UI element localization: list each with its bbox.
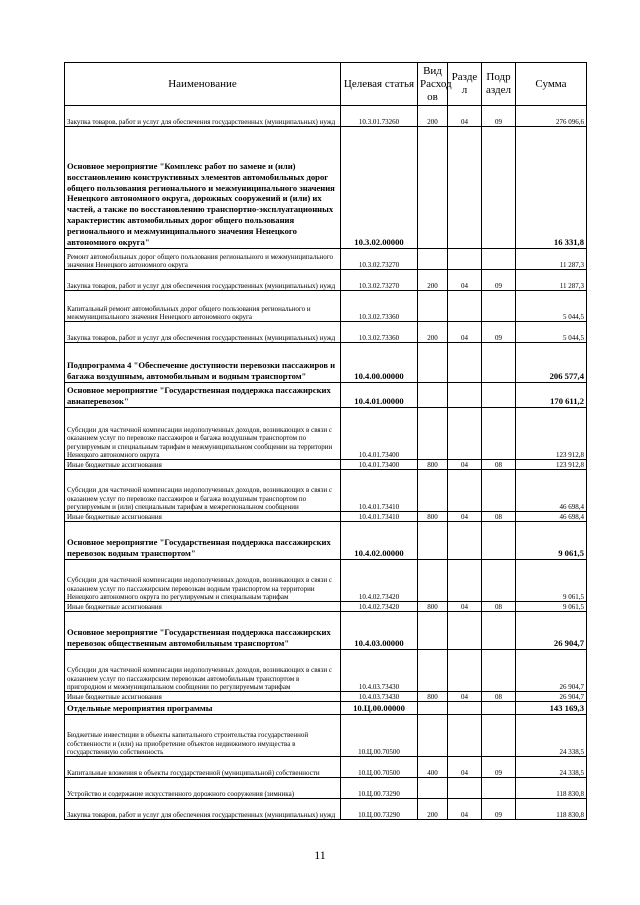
row-name: Устройство и содержание искусственного дорожного сооружения (зимника) (65, 778, 341, 799)
table-row (65, 291, 587, 322)
table-row (65, 470, 587, 512)
row-target-article: 10.4.01.73410 (341, 512, 418, 522)
row-target-article: 10.Ц.00.73290 (341, 799, 418, 820)
row-amount: 9 061,5 (516, 522, 587, 560)
row-target-article: 10.Ц.00.70500 (341, 757, 418, 778)
row-subsection (482, 715, 516, 757)
table-row (65, 715, 587, 757)
row-amount: 24 338,5 (516, 757, 587, 778)
row-target-article: 10.4.01.73410 (341, 470, 418, 512)
row-name: Отдельные мероприятия программы (65, 702, 341, 715)
row-section (448, 127, 482, 249)
row-name: Основное мероприятие "Государственная поддержка пассажирских авиаперевозок" (65, 383, 341, 408)
header-amount: Сумма (516, 63, 587, 106)
header-expense-type: Вид Расход ов (418, 63, 448, 106)
table-row (65, 249, 587, 270)
table-row (65, 127, 587, 249)
table-row (65, 322, 587, 343)
row-name: Закупка товаров, работ и услуг для обеспечения государственных (муниципальных) нужд (65, 799, 341, 820)
table-row (65, 522, 587, 560)
row-section (448, 383, 482, 408)
row-section (448, 715, 482, 757)
row-section (448, 522, 482, 560)
table-row (65, 702, 587, 715)
row-name: Субсидии для частичной компенсации недополученных доходов, возникающих в связи с оказанием услуг по пассажирским перевозкам водным транспортом на территории Ненецкого автономного округа по регулируемым и специальным тарифам (65, 560, 341, 602)
row-expense-type: 800 (418, 460, 448, 470)
table-row (65, 270, 587, 291)
row-subsection (482, 560, 516, 602)
row-amount: 26 904,7 (516, 692, 587, 702)
row-section: 04 (448, 799, 482, 820)
row-expense-type (418, 612, 448, 650)
row-name: Бюджетные инвестиции в объекты капитального строительства государственной собственности и (или) на приобретение объектов недвижимого имущества в государственную собственность (65, 715, 341, 757)
row-target-article: 10.4.03.73430 (341, 692, 418, 702)
row-amount: 118 830,8 (516, 778, 587, 799)
table-row (65, 778, 587, 799)
row-amount: 11 287,3 (516, 270, 587, 291)
row-name: Иные бюджетные ассигнования (65, 602, 341, 612)
row-expense-type: 200 (418, 799, 448, 820)
row-name: Закупка товаров, работ и услуг для обеспечения государственных (муниципальных) нужд (65, 270, 341, 291)
budget-table (64, 62, 587, 820)
row-name: Субсидии для частичной компенсации недополученных доходов, возникающих в связи с оказанием услуг по перевозке пассажиров и багажа воздушным транспортом по регулируемым и специальным тарифам в межмуниципальном сообщении на территории Ненецкого автономного округа (65, 408, 341, 460)
row-expense-type: 800 (418, 602, 448, 612)
row-expense-type (418, 522, 448, 560)
row-section: 04 (448, 602, 482, 612)
row-subsection (482, 778, 516, 799)
row-section (448, 470, 482, 512)
row-target-article: 10.3.02.73360 (341, 322, 418, 343)
row-name: Подпрограмма 4 "Обеспечение доступности перевозки пассажиров и багажа воздушным, автомобильным и водным транспортом" (65, 343, 341, 383)
row-expense-type (418, 715, 448, 757)
row-section (448, 702, 482, 715)
table-row (65, 460, 587, 470)
row-expense-type (418, 650, 448, 692)
row-subsection (482, 383, 516, 408)
table-row (65, 602, 587, 612)
row-name: Ремонт автомобильных дорог общего пользования регионального и межмуниципального значения Ненецкого автономного округа (65, 249, 341, 270)
row-expense-type (418, 778, 448, 799)
row-subsection: 09 (482, 799, 516, 820)
row-target-article: 10.4.02.73420 (341, 602, 418, 612)
row-target-article: 10.3.02.73360 (341, 291, 418, 322)
table-row (65, 612, 587, 650)
row-section: 04 (448, 692, 482, 702)
row-amount: 9 061,5 (516, 560, 587, 602)
row-target-article: 10.4.03.00000 (341, 612, 418, 650)
row-amount: 276 096,6 (516, 106, 587, 127)
row-target-article: 10.4.01.73400 (341, 408, 418, 460)
row-expense-type (418, 383, 448, 408)
row-target-article: 10.Ц.00.70500 (341, 715, 418, 757)
table-row (65, 106, 587, 127)
row-section: 04 (448, 270, 482, 291)
row-subsection (482, 650, 516, 692)
row-amount: 24 338,5 (516, 715, 587, 757)
row-subsection: 09 (482, 106, 516, 127)
row-section (448, 650, 482, 692)
row-section: 04 (448, 106, 482, 127)
row-section: 04 (448, 460, 482, 470)
row-name: Иные бюджетные ассигнования (65, 460, 341, 470)
row-amount: 123 912,8 (516, 408, 587, 460)
table-row (65, 343, 587, 383)
header-section: Разде л (448, 63, 482, 106)
row-amount: 46 698,4 (516, 512, 587, 522)
table-row (65, 650, 587, 692)
row-name: Закупка товаров, работ и услуг для обеспечения государственных (муниципальных) нужд (65, 322, 341, 343)
row-expense-type: 200 (418, 106, 448, 127)
row-amount: 5 044,5 (516, 322, 587, 343)
row-expense-type (418, 470, 448, 512)
row-target-article: 10.3.02.00000 (341, 127, 418, 249)
row-section (448, 291, 482, 322)
row-section (448, 778, 482, 799)
row-amount: 26 904,7 (516, 650, 587, 692)
row-amount: 143 169,3 (516, 702, 587, 715)
row-subsection (482, 522, 516, 560)
row-target-article: 10.Ц.00.00000 (341, 702, 418, 715)
row-expense-type (418, 343, 448, 383)
table-row (65, 757, 587, 778)
table-row (65, 799, 587, 820)
row-name: Капитальные вложения в объекты государственной (муниципальной) собственности (65, 757, 341, 778)
row-expense-type: 200 (418, 270, 448, 291)
row-expense-type (418, 560, 448, 602)
row-subsection (482, 612, 516, 650)
row-section (448, 612, 482, 650)
row-expense-type (418, 408, 448, 460)
row-expense-type (418, 127, 448, 249)
row-name: Основное мероприятие "Государственная поддержка пассажирских перевозок общественным автомобильным транспортом" (65, 612, 341, 650)
table-body (65, 106, 587, 820)
row-expense-type: 200 (418, 322, 448, 343)
row-amount: 170 611,2 (516, 383, 587, 408)
table-row (65, 512, 587, 522)
row-section (448, 343, 482, 383)
row-subsection (482, 408, 516, 460)
row-amount: 11 287,3 (516, 249, 587, 270)
row-amount: 123 912,8 (516, 460, 587, 470)
row-subsection (482, 702, 516, 715)
row-section: 04 (448, 512, 482, 522)
row-expense-type: 400 (418, 757, 448, 778)
row-section (448, 249, 482, 270)
row-name: Основное мероприятие "Комплекс работ по замене и (или) восстановлению конструктивных элементов автомобильных дорог общего пользования регионального и межмуниципального значения Ненецкого автономного округа, дорожных сооружений и (или) их частей, а также по восстановлению транспортно-эксплуатационных характеристик автомобильных дорог общего пользования регионального и межмуниципального значения Ненецкого автономного округа" (65, 127, 341, 249)
header-target-article: Целевая статья (341, 63, 418, 106)
table-row (65, 692, 587, 702)
row-subsection (482, 291, 516, 322)
row-name: Субсидии для частичной компенсации недополученных доходов, возникающих в связи с оказанием услуг по пассажирским перевозкам автомобильным транспортом в пригородном и межмуниципальном сообщении по регулируемым тарифам (65, 650, 341, 692)
row-section (448, 408, 482, 460)
table-row (65, 383, 587, 408)
row-amount: 46 698,4 (516, 470, 587, 512)
row-amount: 118 830,8 (516, 799, 587, 820)
row-subsection: 08 (482, 460, 516, 470)
row-name: Основное мероприятие "Государственная поддержка пассажирских перевозок водным транспортом" (65, 522, 341, 560)
row-subsection: 09 (482, 270, 516, 291)
row-target-article: 10.Ц.00.73290 (341, 778, 418, 799)
row-amount: 206 577,4 (516, 343, 587, 383)
header-subsection: Подр аздел (482, 63, 516, 106)
row-target-article: 10.4.02.73420 (341, 560, 418, 602)
row-target-article: 10.4.01.00000 (341, 383, 418, 408)
row-name: Иные бюджетные ассигнования (65, 692, 341, 702)
row-expense-type (418, 702, 448, 715)
row-section: 04 (448, 757, 482, 778)
row-name: Субсидии для частичной компенсации недополученных доходов, возникающих в связи с оказанием услуг по перевозке пассажиров и багажа воздушным транспортом по регулируемым и (или) специальным тарифам в межрегиональном сообщении (65, 470, 341, 512)
row-subsection: 08 (482, 602, 516, 612)
row-subsection: 09 (482, 322, 516, 343)
row-expense-type: 800 (418, 512, 448, 522)
row-subsection (482, 127, 516, 249)
table-row (65, 560, 587, 602)
row-subsection: 09 (482, 757, 516, 778)
row-target-article: 10.3.02.73270 (341, 270, 418, 291)
row-target-article: 10.4.02.00000 (341, 522, 418, 560)
row-target-article: 10.4.03.73430 (341, 650, 418, 692)
row-expense-type (418, 291, 448, 322)
page-number: 11 (314, 848, 326, 862)
row-subsection (482, 249, 516, 270)
row-subsection: 08 (482, 692, 516, 702)
row-expense-type: 800 (418, 692, 448, 702)
row-amount: 9 061,5 (516, 602, 587, 612)
row-subsection (482, 343, 516, 383)
row-amount: 5 044,5 (516, 291, 587, 322)
row-name: Иные бюджетные ассигнования (65, 512, 341, 522)
row-expense-type (418, 249, 448, 270)
header-name: Наименование (65, 63, 341, 106)
table-header-row (65, 63, 587, 106)
row-subsection (482, 470, 516, 512)
row-amount: 26 904,7 (516, 612, 587, 650)
row-name: Капитальный ремонт автомобильных дорог общего пользования регионального и межмуниципального значения Ненецкого автономного округа (65, 291, 341, 322)
row-name: Закупка товаров, работ и услуг для обеспечения государственных (муниципальных) нужд (65, 106, 341, 127)
row-target-article: 10.3.01.73260 (341, 106, 418, 127)
row-subsection: 08 (482, 512, 516, 522)
row-section (448, 560, 482, 602)
row-target-article: 10.3.02.73270 (341, 249, 418, 270)
row-target-article: 10.4.00.00000 (341, 343, 418, 383)
row-section: 04 (448, 322, 482, 343)
table-row (65, 408, 587, 460)
row-target-article: 10.4.01.73400 (341, 460, 418, 470)
row-amount: 16 331,8 (516, 127, 587, 249)
